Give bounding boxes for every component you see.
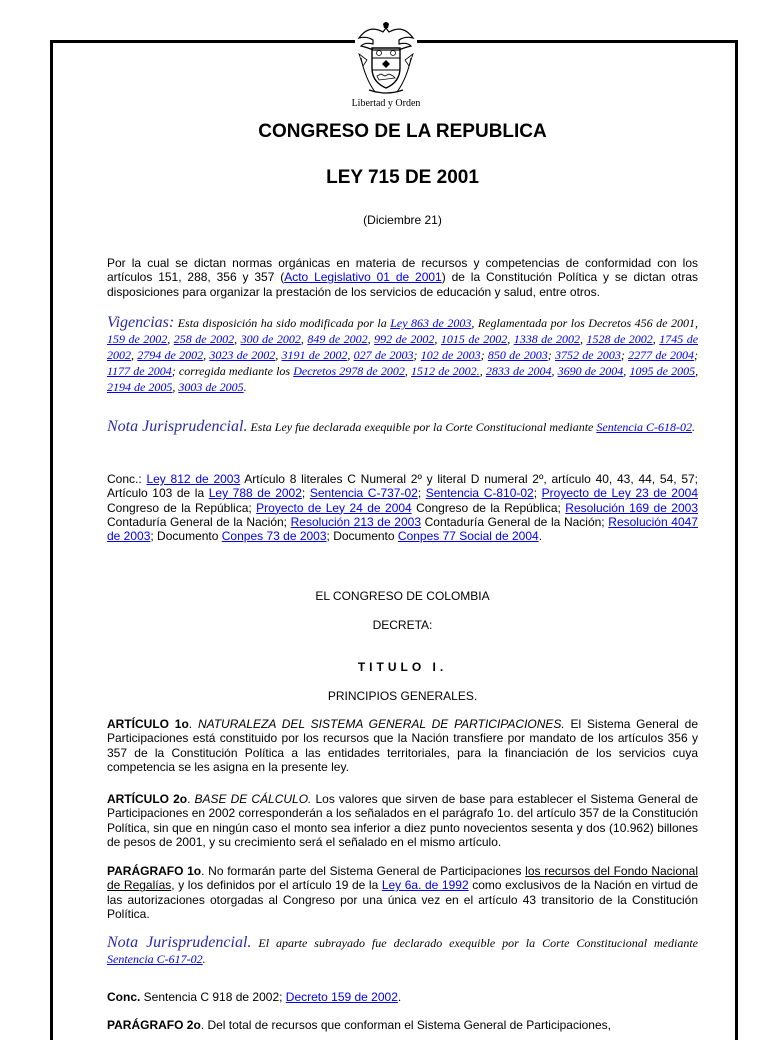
sentencia-c618-link[interactable]: Sentencia C-618-02 bbox=[596, 420, 693, 434]
decreto-link[interactable]: 1338 de 2002 bbox=[513, 332, 580, 346]
summary-text: Por la cual se dictan normas orgánicas en materia de recursos y competencias de conformidad con los artículos 151, 288, 356 y 357 ( bbox=[107, 256, 698, 285]
concordancias-2 bbox=[107, 990, 698, 1004]
decreto-link[interactable]: 3752 de 2003 bbox=[555, 348, 621, 362]
conc-text: Artículo 8 literales C Numeral 2º y literal D numeral 2º, artículo 40, 43, 44, 54, 57; Artículo 103 de la bbox=[107, 472, 699, 501]
paragrafo-label: PARÁGRAFO 2o bbox=[107, 1018, 201, 1032]
decreto-link[interactable]: 992 de 2002 bbox=[374, 332, 435, 346]
decreto-link[interactable]: 2194 de 2005 bbox=[107, 380, 173, 394]
separator: . bbox=[202, 952, 206, 966]
decreto-link[interactable]: 1745 de 2002 bbox=[107, 332, 699, 362]
principios-heading: PRINCIPIOS GENERALES. bbox=[327, 689, 478, 703]
decreto-link[interactable]: 300 de 2002 bbox=[240, 332, 301, 346]
separator: . bbox=[538, 529, 543, 544]
separator: . bbox=[692, 420, 696, 434]
underlined-text: los recursos del Fondo Nacional de Regalías bbox=[107, 864, 699, 893]
conc-label: Conc.: bbox=[107, 472, 147, 486]
sentencia-link[interactable]: Sentencia C-810-02 bbox=[425, 486, 534, 501]
decreto-link[interactable]: 258 de 2002 bbox=[173, 332, 235, 346]
motto: Libertad y Orden bbox=[351, 98, 421, 109]
article-heading: NATURALEZA DEL SISTEMA GENERAL DE PARTICIPACIONES. bbox=[197, 717, 565, 731]
coat-of-arms-icon bbox=[355, 18, 417, 96]
article-heading: BASE DE CÁLCULO. bbox=[194, 792, 312, 806]
vigencias-label: Vigencias: bbox=[107, 314, 175, 331]
resolucion-link[interactable]: Resolución 169 de 2003 bbox=[565, 500, 698, 515]
decreto-link[interactable]: 2277 de 2004 bbox=[628, 348, 694, 362]
acto-legislativo-link[interactable]: Acto Legislativo 01 de 2001 bbox=[284, 270, 442, 285]
nota-jurisprudencial-1 bbox=[107, 419, 698, 435]
separator: , bbox=[507, 332, 514, 346]
header-emblem bbox=[351, 18, 421, 114]
conc-text: Sentencia C 918 de 2002; bbox=[140, 990, 286, 1004]
article-text: El Sistema General de Participaciones está constituido por los recursos que la Nación transfiere por mandato de los artículos 356 y 357 de la Constitución Política a las entidades territoriales, para la financiación de los servicios cuya competencia se les asigna en la presente ley. bbox=[107, 717, 698, 774]
separator: , bbox=[623, 364, 630, 378]
separator: , bbox=[234, 332, 241, 346]
separator: . bbox=[187, 792, 195, 806]
summary-text-end: ) de la Constitución Política y se dictan otras disposiciones para organizar la prestación de los servicios de educación y salud, entre otros. bbox=[107, 270, 698, 299]
page-title: CONGRESO DE LA REPUBLICA bbox=[258, 121, 547, 142]
nota-text: Esta Ley fue declarada exequible por la Corte Constitucional mediante bbox=[247, 420, 597, 434]
ley-6a-link[interactable]: Ley 6a. de 1992 bbox=[381, 878, 469, 893]
separator: ; bbox=[694, 348, 698, 362]
decreto-link[interactable]: Decretos 2978 de 2002 bbox=[293, 364, 405, 378]
article-text: Los valores que sirven de base para establecer el Sistema General de Participaciones en 2002 corresponderán a los señalados en el parágrafo 1o. del artículo 357 de la Constitución Política, sin que en ningún caso el monto sea inferior a diez punto novecientos sesenta y dos (10.962) billones de pesos de 2001, y su crecimiento será el señalado en el mismo artículo. bbox=[107, 792, 698, 849]
separator: ; bbox=[417, 486, 426, 501]
separator: , bbox=[347, 348, 354, 362]
separator: ; bbox=[547, 348, 556, 362]
resolucion-link[interactable]: Resolución 4047 de 2003 bbox=[107, 514, 698, 544]
paragrafo-1 bbox=[107, 864, 698, 921]
decreto-link[interactable]: 027 de 2003 bbox=[353, 348, 414, 362]
decreto-link[interactable]: 3003 de 2005 bbox=[178, 380, 244, 394]
separator: , bbox=[695, 364, 699, 378]
decreto-link[interactable]: 2833 de 2004 bbox=[485, 364, 552, 378]
sentencia-c617-link[interactable]: Sentencia C-617-02 bbox=[107, 952, 203, 966]
decreto-link[interactable]: 849 de 2002 bbox=[307, 332, 368, 346]
separator: , bbox=[172, 380, 179, 394]
articulo-2 bbox=[107, 792, 698, 849]
nota-jurisprudencial-2 bbox=[107, 935, 698, 967]
nota-label: Nota Jurisprudencial. bbox=[107, 418, 248, 435]
decreta-heading: DECRETA: bbox=[372, 618, 433, 632]
separator: . bbox=[188, 717, 198, 731]
separator: , bbox=[579, 332, 587, 346]
decreto-link[interactable]: 102 de 2003 bbox=[420, 348, 481, 362]
vigencias-text: , Reglamentada por los Decretos 456 de 2001, bbox=[471, 316, 698, 330]
conpes-link[interactable]: Conpes 77 Social de 2004 bbox=[397, 529, 539, 544]
separator: , bbox=[131, 348, 138, 362]
separator: ; bbox=[620, 348, 629, 362]
vigencias-text: Esta disposición ha sido modificada por la bbox=[174, 316, 391, 330]
sentencia-link[interactable]: Sentencia C-737-02 bbox=[309, 486, 418, 501]
proyecto-ley-link[interactable]: Proyecto de Ley 23 de 2004 bbox=[541, 486, 698, 501]
separator: . bbox=[243, 380, 247, 394]
decreto-link[interactable]: 1015 de 2002 bbox=[440, 332, 508, 346]
separator: ; bbox=[480, 348, 488, 362]
nota-text: El aparte subrayado fue declarado exequible por la Corte Constitucional mediante bbox=[251, 936, 698, 950]
articulo-1 bbox=[107, 717, 698, 774]
separator: . bbox=[397, 990, 402, 1004]
proyecto-ley-link[interactable]: Proyecto de Ley 24 de 2004 bbox=[256, 500, 412, 515]
separator: , bbox=[551, 364, 558, 378]
vigencias-text: ; corregida mediante los bbox=[171, 364, 294, 378]
congress-heading: EL CONGRESO DE COLOMBIA bbox=[315, 589, 490, 603]
decreto-link[interactable]: 3690 de 2004 bbox=[557, 364, 624, 378]
nota-label: Nota Jurisprudencial. bbox=[107, 934, 252, 951]
ley-788-link[interactable]: Ley 788 de 2002 bbox=[208, 486, 302, 501]
decreto-link[interactable]: 1177 de 2004 bbox=[107, 364, 172, 378]
decreto-link[interactable]: 3023 de 2002 bbox=[209, 348, 276, 362]
summary-paragraph bbox=[107, 256, 698, 299]
separator: ; bbox=[301, 486, 310, 501]
conc-text: ; Documento bbox=[326, 529, 398, 544]
paragrafo-text: , y los definidos por el artículo 19 de la bbox=[171, 878, 382, 893]
decreto-link[interactable]: 850 de 2003 bbox=[487, 348, 548, 362]
ley-812-link[interactable]: Ley 812 de 2003 bbox=[146, 472, 241, 486]
separator: , bbox=[652, 332, 660, 346]
paragrafo-text: como exclusivos de la Nación en virtud de las autorizaciones otorgadas al Congreso por una única vez en el artículo 43 transitorio de la Constitución Política. bbox=[107, 878, 699, 921]
paragrafo-text: . Del total de recursos que conforman el Sistema General de Participaciones, bbox=[200, 1018, 611, 1032]
paragrafo-2-partial bbox=[107, 1018, 698, 1032]
decreto-link[interactable]: 1528 de 2002 bbox=[586, 332, 653, 346]
article-label: ARTÍCULO 2o bbox=[107, 792, 188, 806]
law-title: LEY 715 DE 2001 bbox=[326, 167, 479, 188]
conc-text: ; Documento bbox=[150, 529, 222, 544]
conc-text: Contaduría General de la Nación; bbox=[107, 514, 291, 529]
separator: , bbox=[404, 364, 412, 378]
conc-text: Congreso de la República; bbox=[411, 500, 566, 515]
separator: ; bbox=[413, 348, 421, 362]
conpes-link[interactable]: Conpes 73 de 2003 bbox=[221, 529, 327, 544]
titulo-heading: TITULO I. bbox=[357, 660, 448, 674]
concordancias-paragraph bbox=[107, 472, 698, 543]
decreto-159-link[interactable]: Decreto 159 de 2002 bbox=[285, 990, 398, 1004]
resolucion-link[interactable]: Resolución 213 de 2003 bbox=[290, 514, 421, 529]
separator: ; bbox=[533, 486, 542, 501]
conc-text: Congreso de la República; bbox=[107, 500, 257, 515]
ley-863-link[interactable]: Ley 863 de 2003 bbox=[390, 316, 472, 330]
vigencias-paragraph bbox=[107, 315, 698, 395]
conc-text: Contaduría General de la Nación; bbox=[421, 514, 609, 529]
separator: , bbox=[275, 348, 282, 362]
separator: , bbox=[203, 348, 210, 362]
separator: , bbox=[479, 364, 486, 378]
law-date: (Diciembre 21) bbox=[363, 213, 442, 227]
decreto-link[interactable]: 3191 de 2002 bbox=[281, 348, 348, 362]
separator: , bbox=[367, 332, 375, 346]
conc-label: Conc. bbox=[107, 990, 141, 1004]
separator: , bbox=[300, 332, 308, 346]
paragrafo-label: PARÁGRAFO 1o bbox=[107, 864, 202, 878]
decreto-link[interactable]: 2794 de 2002 bbox=[137, 348, 204, 362]
article-label: ARTÍCULO 1o bbox=[107, 717, 189, 731]
paragrafo-text: . No formarán parte del Sistema General de Participaciones bbox=[201, 864, 526, 878]
separator: , bbox=[434, 332, 441, 346]
decreto-link[interactable]: 1095 de 2005 bbox=[629, 364, 696, 378]
decreto-link[interactable]: 159 de 2002 bbox=[107, 332, 168, 346]
separator: , bbox=[167, 332, 174, 346]
decreto-link[interactable]: 1512 de 2002. bbox=[411, 364, 480, 378]
